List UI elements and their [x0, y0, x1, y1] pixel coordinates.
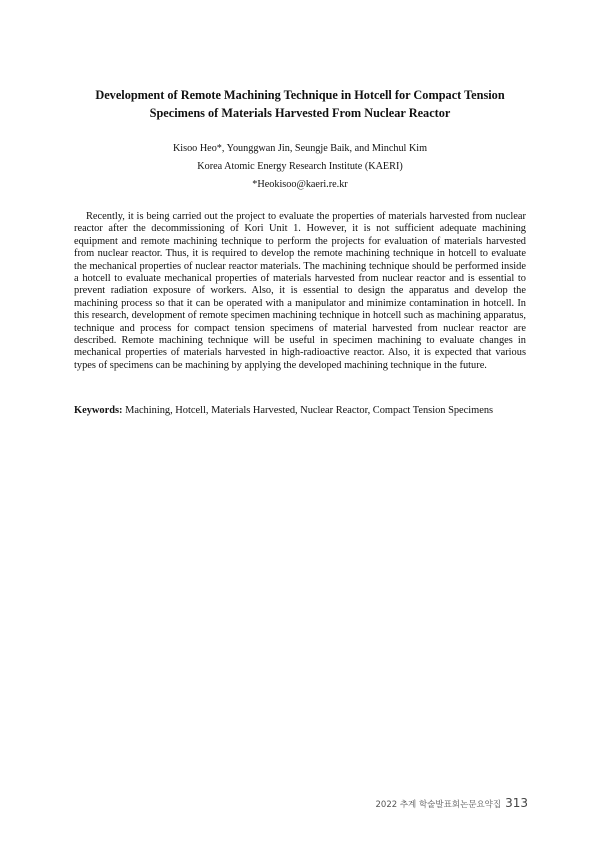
title-line-1: Development of Remote Machining Technique in Hotcell for Compact Tension	[95, 88, 505, 102]
keywords-list: Machining, Hotcell, Materials Harvested, Nuclear Reactor, Compact Tension Specimens	[125, 405, 494, 416]
page-number: 313	[505, 796, 528, 810]
keywords-line	[74, 404, 534, 417]
page-footer	[376, 792, 528, 811]
paper-title	[60, 86, 540, 122]
affiliation: Korea Atomic Energy Research Institute (KAERI)	[197, 161, 403, 172]
author-block	[60, 140, 540, 194]
publication-name: 2022 추계 학술발표회논문요약집	[375, 800, 502, 810]
contact-email: *Heokisoo@kaeri.re.kr	[252, 179, 348, 190]
keywords-label: Keywords:	[74, 405, 123, 416]
abstract-paragraph: Recently, it is being carried out the project to evaluate the properties of materials harvested from nuclear reactor after the decommissioning of Kori Unit 1. However, it is not sufficient adequate machining equipment and remote machining technique to perform the projects for evaluation of materials harvested from nuclear reactor. Thus, it is required to develop the remote machining technique in hotcell to evaluate the mechanical properties of nuclear reactor materials. The machining technique should be performed inside a hotcell to evaluate mechanical properties of materials harvested from nuclear reactor and is essential to prevent radiation exposure of workers. Also, it is essential to design the apparatus and develop the machining process so that it can be operated with a manipulator and minimize contamination in hotcell. In this research, development of remote specimen machining technique in hotcell such as machining apparatus, technique and process for compact tension specimens of material harvested from nuclear reactor are described. Remote machining technique will be useful in specimen machining to evaluate changes in mechanical properties of materials harvested in high-radioactive reactor. Also, it is expected that various types of specimens can be machining by applying the developed machining technique in the future.	[74, 211, 526, 371]
title-line-2: Specimens of Materials Harvested From Nuclear Reactor	[149, 106, 451, 120]
author-list: Kisoo Heo*, Younggwan Jin, Seungje Baik, and Minchul Kim	[172, 143, 428, 154]
